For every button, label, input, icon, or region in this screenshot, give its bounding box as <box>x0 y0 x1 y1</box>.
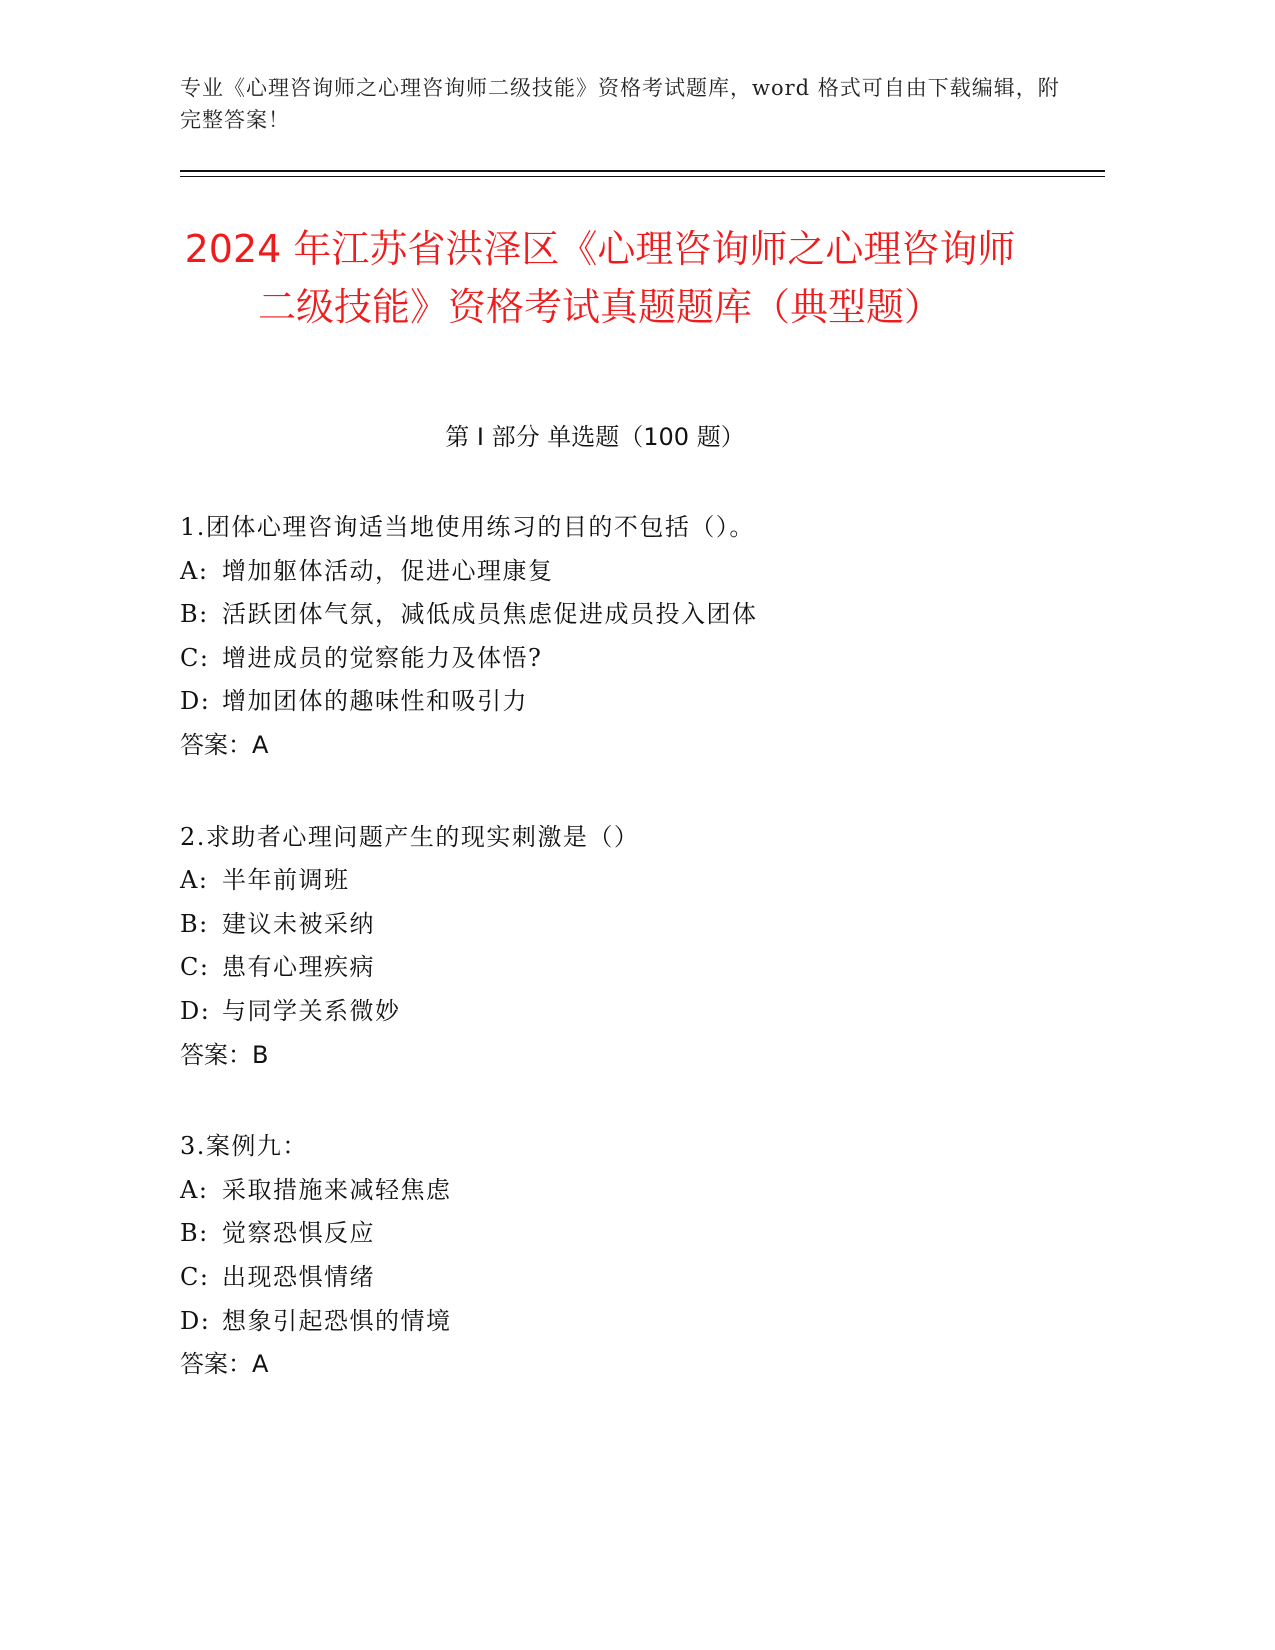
answer-line: 答案：A <box>180 1350 269 1379</box>
option-key: D: <box>180 1306 211 1335</box>
option-b <box>180 903 1080 947</box>
question-3 <box>180 1125 1080 1387</box>
option-key: B: <box>180 600 209 629</box>
option-b <box>180 1212 1080 1256</box>
header-divider-thin <box>180 176 1105 177</box>
option-d <box>180 680 1080 724</box>
header-divider-thick <box>180 170 1105 172</box>
answer-line: 答案：A <box>180 730 269 759</box>
option-key: D: <box>180 996 211 1025</box>
option-text: 采取措施来减轻焦虑 <box>222 1175 452 1204</box>
option-key: C: <box>180 1262 210 1291</box>
document-title: 2024 年江苏省洪泽区《心理咨询师之心理咨询师二级技能》资格考试真题题库（典型题） <box>184 227 1016 329</box>
header-note: 专业《心理咨询师之心理咨询师二级技能》资格考试题库，word 格式可自由下载编辑，附完整答案！ <box>180 76 1060 132</box>
option-text: 与同学关系微妙 <box>222 996 401 1025</box>
option-text: 增加团体的趣味性和吸引力 <box>222 687 528 716</box>
option-key: A: <box>180 1175 209 1204</box>
option-d <box>180 990 1080 1034</box>
option-text: 想象引起恐惧的情境 <box>222 1306 452 1335</box>
section-title: 第 I 部分 单选题（100 题） <box>445 423 745 451</box>
question-stem: 2.求助者心理问题产生的现实刺激是（） <box>180 822 640 851</box>
option-key: C: <box>180 953 210 982</box>
option-a <box>180 1169 1080 1213</box>
option-key: A: <box>180 556 209 585</box>
question-stem: 3.案例九： <box>180 1132 308 1161</box>
question-2 <box>180 816 1080 1078</box>
option-text: 患有心理疾病 <box>222 953 375 982</box>
option-text: 活跃团体气氛，减低成员焦虑促进成员投入团体 <box>222 600 758 629</box>
option-a <box>180 550 1080 594</box>
option-text: 建议未被采纳 <box>222 909 375 938</box>
option-text: 觉察恐惧反应 <box>222 1219 375 1248</box>
option-text: 增加躯体活动，促进心理康复 <box>222 556 554 585</box>
option-b <box>180 593 1080 637</box>
question-1 <box>180 506 1080 768</box>
option-key: D: <box>180 687 211 716</box>
option-key: C: <box>180 643 210 672</box>
option-text: 出现恐惧情绪 <box>222 1262 375 1291</box>
option-text: 半年前调班 <box>222 866 350 895</box>
answer-line: 答案：B <box>180 1040 269 1069</box>
option-c <box>180 1256 1080 1300</box>
option-text: 增进成员的觉察能力及体悟? <box>222 643 543 672</box>
option-key: B: <box>180 909 209 938</box>
option-key: A: <box>180 866 209 895</box>
option-c <box>180 637 1080 681</box>
option-c <box>180 946 1080 990</box>
option-key: B: <box>180 1219 209 1248</box>
question-list <box>180 506 1080 1435</box>
question-stem: 1.团体心理咨询适当地使用练习的目的不包括（）。 <box>180 513 755 541</box>
option-a <box>180 859 1080 903</box>
option-d <box>180 1300 1080 1344</box>
